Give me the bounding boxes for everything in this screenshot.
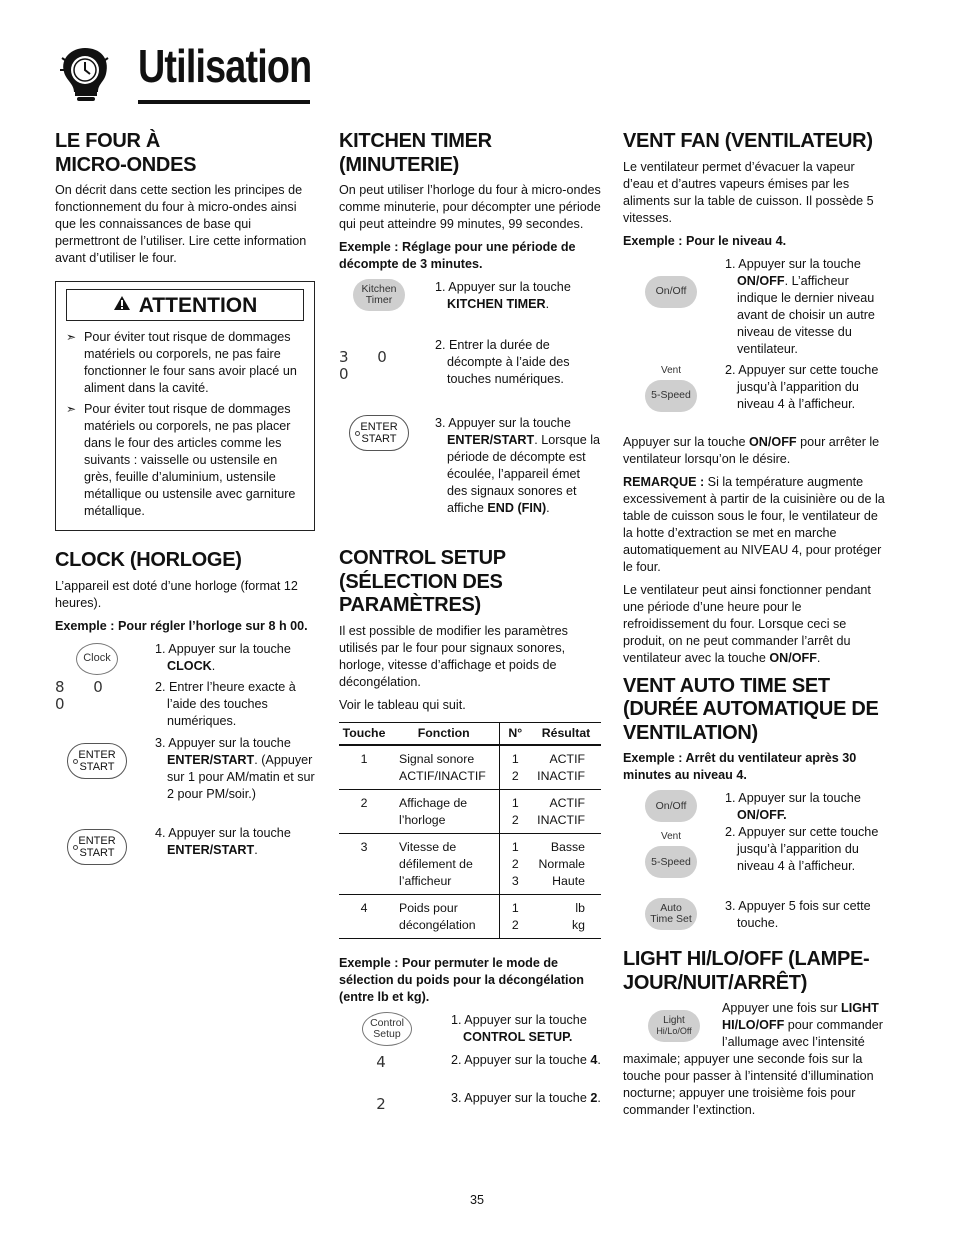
auto-example: Exemple : Arrêt du ventilateur après 30 minutes au niveau 4. — [623, 751, 857, 782]
fan-steps — [623, 256, 885, 434]
step-text: 1. Appuyer sur la touche CLOCK. — [155, 641, 291, 673]
step-row — [623, 362, 885, 434]
four-intro-text: On décrit dans cette section les principes de fonctionnement du four à micro-ondes ainsi que les connaissances de base qui permettront de l’utiliser. Lire cette information avant d’utiliser le four. — [55, 183, 307, 265]
vent-key-group — [645, 362, 697, 412]
vent-key-group — [645, 828, 697, 878]
step-text: 3. Appuyer sur la touche ENTER/START. (Appuyer sur 1 pour AM/matin et sur 2 pour PM/soir.) — [155, 735, 315, 801]
section-heading-light: LIGHT HI/LO/OFF (LAMPE-JOUR/NUIT/ARRÊT) — [623, 948, 870, 994]
page-number: 35 — [469, 1193, 484, 1207]
table-row — [339, 789, 601, 833]
step-text: 2. Appuyer sur cette touche jusqu’à l’apparition du niveau 4 à l’afficheur. — [725, 362, 879, 411]
step-row — [339, 1052, 601, 1090]
step-text: 3. Appuyer 5 fois sur cette touche. — [725, 899, 871, 930]
step-row — [339, 279, 601, 337]
auto-steps — [623, 790, 885, 940]
fan-remark-text: REMARQUE : Si la température augmente excessivement à partir de la cuisinière ou de la table de cuisson sous le four, le ventilateur de la hotte d’extraction se met en marche automatiquement au NIVEAU 4, pour protéger le four. — [623, 474, 885, 574]
dot-icon — [73, 845, 78, 850]
vent-5-speed-key[interactable]: 5-Speed — [645, 380, 697, 412]
table-cell: Signal sonore ACTIF/INACTIF — [389, 745, 499, 790]
step-text: 2. Appuyer sur la touche 4. — [451, 1052, 601, 1067]
step-text: 1. Appuyer sur la touche ON/OFF. — [725, 791, 861, 822]
table-cell: 3 — [339, 833, 389, 894]
clock-example: Exemple : Pour régler l’horloge sur 8 h 00. — [55, 618, 308, 633]
clock-intro-text: L’appareil est doté d’une horloge (format 12 heures). — [55, 578, 298, 610]
table-cell: 1 2 — [499, 789, 531, 833]
arrow-bullet-icon: ➣ — [66, 330, 77, 344]
table-row — [339, 745, 601, 790]
lightbulb-dial-icon — [58, 44, 112, 102]
fan-cooling-text: Le ventilateur peut ainsi fonctionner pendant une période d’une heure pour le refroidissement du four. Lorsque ceci se produit, on ne peut commander l’arrêt du ventilateur avec la touche ON/OFF. — [623, 582, 871, 665]
step-row — [55, 825, 315, 869]
kitchen-timer-key[interactable]: Kitchen Timer — [353, 279, 405, 311]
step-row — [339, 1012, 601, 1052]
section-heading-clock: CLOCK (HORLOGE) — [55, 549, 242, 571]
on-off-key[interactable]: On/Off — [645, 790, 697, 822]
arrow-bullet-icon: ➣ — [66, 402, 77, 416]
attention-item: ➣ Pour éviter tout risque de dommages matériels ou corporels, ne pas faire fonctionner le four sans avoir placé un aliment dans la cavité. — [66, 330, 297, 395]
step-text: 3. Appuyer sur la touche 2. — [451, 1090, 601, 1105]
column-1 — [55, 130, 315, 869]
table-cell: Poids pour décongélation — [389, 894, 499, 938]
table-cell: 1 2 — [499, 894, 531, 938]
column-3 — [623, 130, 885, 1125]
timer-intro-text: On peut utiliser l’horloge du four à micro-ondes comme minuterie, pour décompter une période qui peut atteindre 99 minutes, 99 secondes. — [339, 183, 601, 231]
section-heading-auto: VENT AUTO TIME SET (DURÉE AUTOMATIQUE DE VENTILATION) — [623, 674, 879, 744]
table-header: Résultat — [531, 722, 601, 745]
step-row — [55, 735, 315, 825]
light-block — [623, 1000, 885, 1119]
clock-key[interactable]: Clock — [76, 643, 118, 675]
control-setup-key[interactable]: Control Setup — [362, 1012, 412, 1046]
step-text: 1. Appuyer sur la touche ON/OFF. L’afficheur indique le dernier niveau avant de choisir un autre niveau de vitesse du ventilateur. — [725, 256, 875, 356]
setup-example: Exemple : Pour permuter le mode de sélection du poids pour la décongélation (entre lb et kg). — [339, 955, 584, 1004]
section-heading-timer: KITCHEN TIMER (MINUTERIE) — [339, 130, 492, 176]
title-rule — [138, 100, 310, 104]
settings-table — [339, 722, 601, 939]
step-text: 2. Appuyer sur cette touche jusqu’à l’apparition du niveau 4 à l’afficheur. — [725, 825, 879, 873]
table-header-row — [339, 722, 601, 745]
table-cell: ACTIF INACTIF — [531, 789, 601, 833]
step-row — [55, 679, 315, 735]
page-title: Utilisation — [138, 40, 312, 92]
fan-intro-text: Le ventilateur permet d’évacuer la vapeur d’eau et d’autres vapeurs émises par les aliments sur la table de cuisson. Il possède 5 vitesses. — [623, 159, 874, 225]
table-header: N° — [499, 722, 531, 745]
setup-intro-text: Il est possible de modifier les paramètres utilisés par le four pour signaux sonores, horloge, vitesse d’affichage et poids de décongélation. — [339, 623, 568, 689]
section-heading-four: LE FOUR À MICRO-ONDES — [55, 130, 197, 176]
auto-time-set-key[interactable]: Auto Time Set — [645, 898, 697, 930]
step-text: 1. Appuyer sur la touche KITCHEN TIMER. — [435, 280, 571, 311]
digit-4: 4 — [376, 1052, 398, 1071]
step-row — [623, 898, 885, 940]
step-row — [339, 415, 601, 547]
table-cell: 2 — [339, 789, 389, 833]
table-row — [339, 833, 601, 894]
attention-header — [66, 289, 304, 321]
setup-steps — [339, 1012, 601, 1128]
section-heading-fan: VENT FAN (VENTILATEUR) — [623, 130, 873, 152]
table-row — [339, 894, 601, 938]
table-cell: Affichage de l’horloge — [389, 789, 499, 833]
step-text: 2. Entrer l’heure exacte à l’aide des touches numériques. — [155, 679, 296, 728]
on-off-key[interactable]: On/Off — [645, 276, 697, 308]
digits-display: 3 0 0 — [339, 348, 399, 383]
table-cell: ACTIF INACTIF — [531, 745, 601, 790]
table-cell: lb kg — [531, 894, 601, 938]
table-cell: Basse Normale Haute — [531, 833, 601, 894]
warning-icon — [113, 295, 131, 316]
step-row — [623, 256, 885, 362]
table-header: Fonction — [389, 722, 499, 745]
step-text: 1. Appuyer sur la touche CONTROL SETUP. — [451, 1012, 587, 1044]
vent-5-speed-key[interactable]: 5-Speed — [645, 846, 697, 878]
table-cell: 1 2 3 — [499, 833, 531, 894]
fan-stop-text: Appuyer sur la touche ON/OFF pour arrêter le ventilateur lorsqu’on le désire. — [623, 434, 880, 466]
setup-see-text: Voir le tableau qui suit. — [339, 697, 466, 712]
table-cell: 1 2 — [499, 745, 531, 790]
dot-icon — [73, 759, 78, 764]
step-text: 3. Appuyer sur la touche ENTER/START. Lorsque la période de décompte est écoulée, l’appareil émet des signaux sonores et affiche END (FIN). — [435, 416, 601, 515]
step-row — [339, 1090, 601, 1128]
dot-icon — [355, 431, 360, 436]
timer-example: Exemple : Réglage pour une période de décompte de 3 minutes. — [339, 240, 576, 271]
step-text: 4. Appuyer sur la touche ENTER/START. — [155, 825, 291, 857]
section-heading-setup: CONTROL SETUP (SÉLECTION DES PARAMÈTRES) — [339, 547, 506, 616]
enter-start-key[interactable]: ENTER START — [67, 829, 127, 865]
digits-display: 8 0 0 — [55, 677, 115, 713]
light-text: Appuyer une fois sur LIGHT HI/LO/OFF pour commander l’allumage avec l’intensité maximale; appuyer une seconde fois sur la touche pour passer à l’intensité d’illumination nocturne; appuyer une troisième fois pour commander l’extinction. — [623, 1001, 883, 1117]
table-cell: 1 — [339, 745, 389, 790]
table-header: Touche — [339, 722, 389, 745]
enter-start-key[interactable]: ENTER START — [349, 415, 409, 451]
step-row — [55, 641, 315, 679]
table-cell: 4 — [339, 894, 389, 938]
attention-box — [55, 281, 315, 531]
clock-steps — [55, 641, 315, 869]
step-row — [339, 337, 601, 415]
attention-title: ATTENTION — [138, 293, 258, 317]
table-cell: Vitesse de défilement de l’afficheur — [389, 833, 499, 894]
attention-item: ➣ Pour éviter tout risque de dommages matériels ou corporels, ne pas placer dans le four des articles comme les suivants : vaisselle ou ustensile en grès, feuille d’aluminium, ustensile métallique ou ustensile avec garniture métallique. — [66, 402, 296, 518]
step-row — [623, 824, 885, 898]
step-row — [623, 790, 885, 824]
light-hi-lo-off-key[interactable]: Light Hi/Lo/Off — [648, 1010, 700, 1042]
column-2 — [339, 130, 601, 1128]
enter-start-key[interactable]: ENTER START — [67, 743, 127, 779]
vent-label: Vent — [660, 364, 682, 376]
vent-label: Vent — [660, 831, 682, 842]
timer-steps — [339, 279, 601, 547]
step-text: 2. Entrer la durée de décompte à l’aide des touches numériques. — [435, 338, 570, 386]
fan-example: Exemple : Pour le niveau 4. — [623, 233, 787, 248]
digit-2: 2 — [376, 1094, 398, 1113]
